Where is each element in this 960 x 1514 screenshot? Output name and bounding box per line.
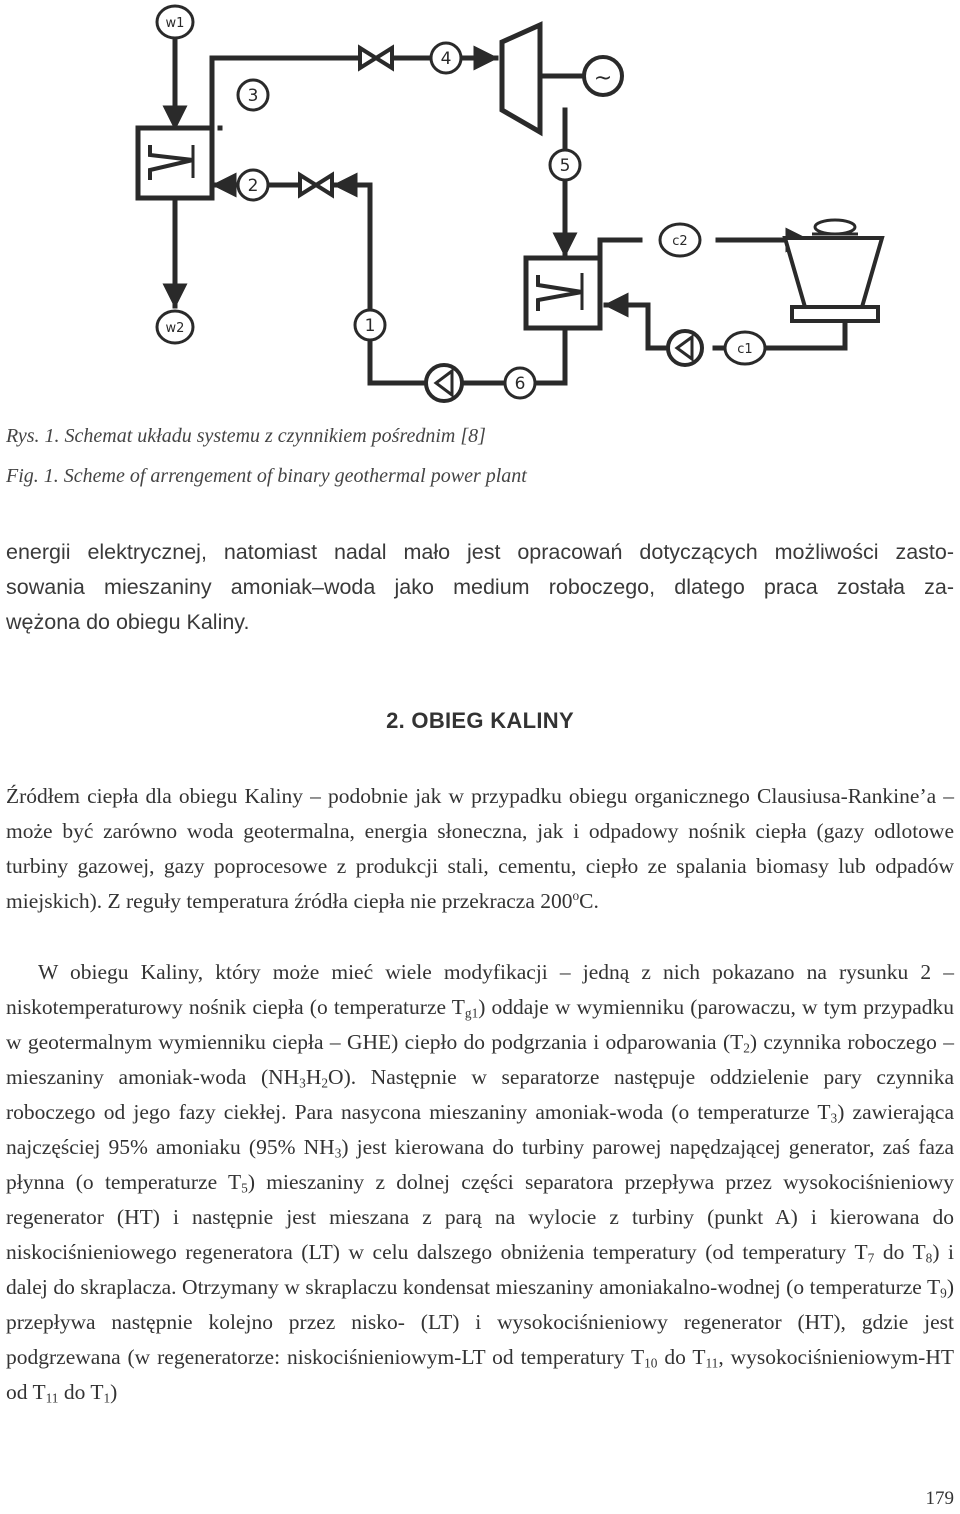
node-label-c2: c2 — [672, 234, 688, 249]
p1-text-end: C. — [579, 889, 599, 913]
p2-sub: 2 — [743, 1040, 750, 1056]
p2-text: ) — [110, 1380, 118, 1404]
node-label-3: 3 — [247, 86, 259, 106]
node-label-2: 2 — [247, 176, 259, 196]
node-label-w1: w1 — [165, 16, 185, 31]
cooling-pump — [668, 331, 702, 365]
p2-text: do T — [58, 1380, 104, 1404]
p2-sub: 3 — [334, 1145, 342, 1161]
node-label-1: 1 — [364, 316, 376, 336]
p2-sub: 10 — [644, 1355, 658, 1371]
p2-text: ) mieszaniny z dolnej części separatora przepływa przez wysokociśnieniowy regenerator (HT) i następnie jest mieszana z parą na wylocie z turbiny (punkt A) i kierowana do niskociśnieniowego regeneratora (LT) w celu dalszego obniżenia temperatury (od temperatury T — [6, 1170, 955, 1264]
p1-text: Źródłem ciepła dla obiegu Kaliny – podobnie jak w przypadku obiegu organicznego Clausiusa-Rankine’a – może być zarówno woda geotermalna, energia słoneczna, jak i odpadowy nośnik ciepła (gazy odlotowe turbiny gazowej, gazy poprocesowe z produkcji stali, cementu, ciepło ze spalania biomasy lub odpadów miejskich). Z reguły temperatura źródła ciepła nie przekracza 200 — [6, 784, 954, 913]
intro-paragraph — [6, 535, 954, 640]
figure-caption-pl: Rys. 1. Schemat układu systemu z czynnikiem pośrednim [8] — [6, 425, 486, 447]
p2-sub: 3 — [830, 1110, 838, 1126]
p2-text: ) i dalej do skraplacza. Otrzymany w skraplaczu kondensat mieszaniny amoniakalno-wodnej (o temperaturze T — [6, 1240, 954, 1299]
p2-sub: 8 — [925, 1250, 933, 1266]
p2-sub: 7 — [867, 1250, 875, 1266]
feed-pump — [426, 365, 462, 401]
paragraph-1 — [6, 779, 954, 919]
p2-sub: g1 — [464, 1005, 479, 1021]
p2-text: W obiegu Kaliny, który może mieć wiele modyfikacji – jedną z nich pokazano na rysunku 2 – niskotemperaturowy nośnik ciepła (o temperaturze T — [6, 960, 954, 1019]
p2-text: ) zawierająca najczęściej 95% amoniaku (95% NH — [6, 1100, 954, 1159]
pipe-cooling-water-out — [600, 240, 640, 262]
p2-text: ) oddaje w wymienniku (parowaczu, w tym przypadku w geotermalnym wymienniku ciepła – GHE) ciepło do podgrzania i odparowania (T — [6, 995, 954, 1054]
p1-degree: o — [572, 888, 580, 904]
node-label-6: 6 — [514, 374, 526, 394]
p2-text: do T — [657, 1345, 706, 1369]
node-label-c1: c1 — [737, 342, 753, 357]
cooling-tower — [785, 220, 882, 321]
p2-text: ) jest kierowana do turbiny parowej napędzającej generator, zaś faza płynna (o temperaturze T — [6, 1135, 955, 1194]
geothermal-heat-exchanger — [138, 128, 212, 198]
p2-sub: 9 — [940, 1285, 947, 1301]
p2-sub: 5 — [241, 1180, 248, 1196]
generator — [584, 57, 622, 95]
p2-text: , wysokociśnieniowym-HT od T — [6, 1345, 954, 1404]
p2-text: O). Następnie w separatorze następuje oddzielenie pary czynnika roboczego od jego fazy ciekłej. Para nasycona mieszaniny amoniak-woda (o temperaturze T — [6, 1065, 954, 1124]
binary-plant-schematic — [0, 0, 960, 410]
figure-caption-en: Fig. 1. Scheme of arrengement of binary geothermal power plant — [6, 465, 527, 487]
p2-sub: 11 — [705, 1355, 719, 1371]
node-label-w2: w2 — [165, 321, 185, 336]
p2-sub: 11 — [45, 1390, 59, 1406]
intro-line-3: wężona do obiegu Kaliny. — [6, 610, 250, 634]
p2-sub: 2 — [321, 1075, 329, 1091]
section-heading: 2. OBIEG KALINY — [386, 708, 574, 733]
turbine — [502, 25, 540, 132]
page-number: 179 — [925, 1488, 954, 1509]
valve-upper — [360, 48, 392, 68]
node-label-4: 4 — [440, 49, 452, 69]
node-label-5: 5 — [559, 156, 571, 176]
valve-lower — [300, 175, 332, 195]
intro-line-1: energii elektrycznej, natomiast nadal mało jest opracowań dotyczących możliwości zasto- — [6, 540, 954, 564]
p2-text: ) czynnika roboczego – mieszaniny amoniak-woda (NH — [6, 1030, 954, 1089]
p2-text: H — [305, 1065, 322, 1089]
condenser-heat-exchanger — [526, 258, 600, 328]
p2-text: do T — [874, 1240, 926, 1264]
p2-sub: 3 — [299, 1075, 306, 1091]
svg-text:~: ~ — [593, 66, 613, 91]
p2-text: ) przepływa następnie kolejno przez nisko- (LT) i wysokociśnieniowy regenerator (HT), gdzie jest podgrzewana (w regeneratorze: niskociśnieniowym-LT od temperatury T — [6, 1275, 954, 1369]
paragraph-2 — [6, 955, 954, 1410]
p2-sub: 1 — [103, 1390, 111, 1406]
intro-line-2: sowania mieszaniny amoniak–woda jako medium roboczego, dlatego praca została za- — [6, 575, 954, 599]
